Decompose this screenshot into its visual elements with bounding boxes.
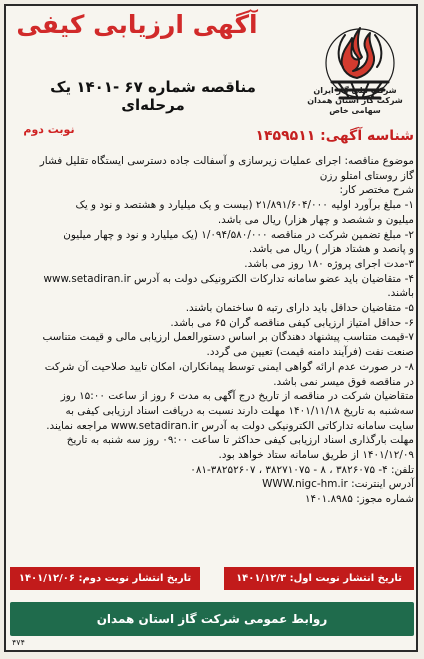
ad-id: شناسه آگهی: ۱۴۵۹۵۱۱ — [255, 128, 414, 144]
company-line-3: سهامی خاص — [329, 106, 381, 115]
public-relations-banner: روابط عمومی شرکت گاز استان همدان — [10, 602, 414, 636]
tender-number: مناقصه شماره ۶۷ -۱۴۰۱ یک مرحله‌ای — [50, 78, 256, 114]
body-line: مهلت بارگذاری اسناد ارزیابی کیفی حداکثر تا ساعت ۰۹:۰۰ روز سه شنبه به تاریخ — [66, 434, 414, 447]
body-line: ۷-قیمت متناسب پیشنهاد دهندگان بر اساس دستورالعمل ارزیابی مالی و قیمت متناسب — [42, 331, 414, 344]
page-title: آگهی ارزیابی کیفی — [16, 10, 258, 39]
body-line: موضوع مناقصه: اجرای عملیات زیرسازی و آسفالت جاده دسترسی ایستگاه تقلیل فشار — [39, 155, 414, 167]
body-line: تلفن: ۴- ۳۸۲۶۰۷۵ ، ۸ - ۳۸۲۷۱۰۷۵ ، ۳۸۲۵۲۶۰۷-۰۸۱ — [190, 463, 414, 476]
body-line: آدرس اینترنت: WWW.nigc-hm.ir — [262, 478, 414, 491]
body-line: ۳-مدت اجرای پروژه ۱۸۰ روز می باشد. — [244, 257, 414, 270]
body-line: ۴- متقاضیان باید عضو سامانه تدارکات الکترونیکی دولت به آدرس www.setadiran.ir — [43, 272, 414, 285]
body-line: در مناقصه فوق میسر نمی باشد. — [273, 375, 414, 388]
body-line: شرح مختصر کار: — [339, 184, 414, 197]
body-line: باشند. — [387, 287, 414, 300]
company-line-2: شرکت گاز استان همدان — [307, 96, 403, 105]
body-line: ۸- در صورت عدم ارائه گواهی ایمنی توسط پیمانکاران، امکان تایید صلاحیت آن شرکت — [44, 360, 414, 373]
body-line: ۱- مبلغ برآورد اولیه ۲۱/۸۹۱/۶۰۴/۰۰۰ (بیست و یک میلیارد و هشتصد و نود و یک — [75, 199, 414, 212]
body-line: ۲- مبلغ تضمین شرکت در مناقصه ۱/۰۹۴/۵۸۰/۰۰۰ (یک میلیارد و نود و چهار میلیون — [63, 228, 414, 241]
body-line: ۵- متقاضیان حداقل باید دارای رتبه ۵ ساختمان باشند. — [185, 302, 414, 315]
body-line: سایت سامانه تدارکاتی الکترونیکی دولت به آدرس www.setadiran.ir مراجعه نمایند. — [46, 419, 414, 432]
body-line: متقاضیان شرکت در مناقصه از تاریخ درج آگهی به مدت ۶ روز از ساعت ۱۵:۰۰ روز — [60, 390, 414, 403]
body-line: ۱۴۰۱/۱۲/۰۹ از طریق سامانه ستاد خواهد بود. — [218, 449, 414, 462]
body-line: میلیون و ششصد و چهار هزار) ریال می باشد. — [217, 213, 414, 226]
body-line: ۶- حداقل امتیاز ارزیابی کیفی مناقصه گران ۶۵ می باشد. — [170, 316, 414, 329]
body-line: و پانصد و هشتاد هزار ) ریال می باشد. — [248, 243, 414, 256]
second-publication-date: تاریخ انتشار نوبت دوم: ۱۴۰۱/۱۲/۰۶ — [10, 567, 200, 590]
company-line-1: شرکت ملی گاز ایران — [313, 86, 397, 95]
company-name — [296, 86, 414, 116]
body-line: شماره مجوز: ۱۴۰۱.۸۹۸۵ — [304, 493, 414, 506]
page-number: ۴۷۴ — [12, 638, 25, 647]
body-line: صنعت نفت (فرآیند دامنه قیمت) تعیین می گردد. — [206, 346, 414, 359]
body-line: سه‌شنبه به تاریخ ۱۴۰۱/۱۱/۱۸ مهلت دارند نسبت به دریافت اسناد ارزیابی کیفی به — [65, 404, 414, 417]
round-badge: نوبت دوم — [23, 123, 75, 136]
announcement-body — [10, 154, 414, 505]
first-publication-date: تاریخ انتشار نوبت اول: ۱۴۰۱/۱۲/۳ — [224, 567, 414, 590]
body-line: گاز روستای امتلو رزن — [319, 169, 414, 182]
